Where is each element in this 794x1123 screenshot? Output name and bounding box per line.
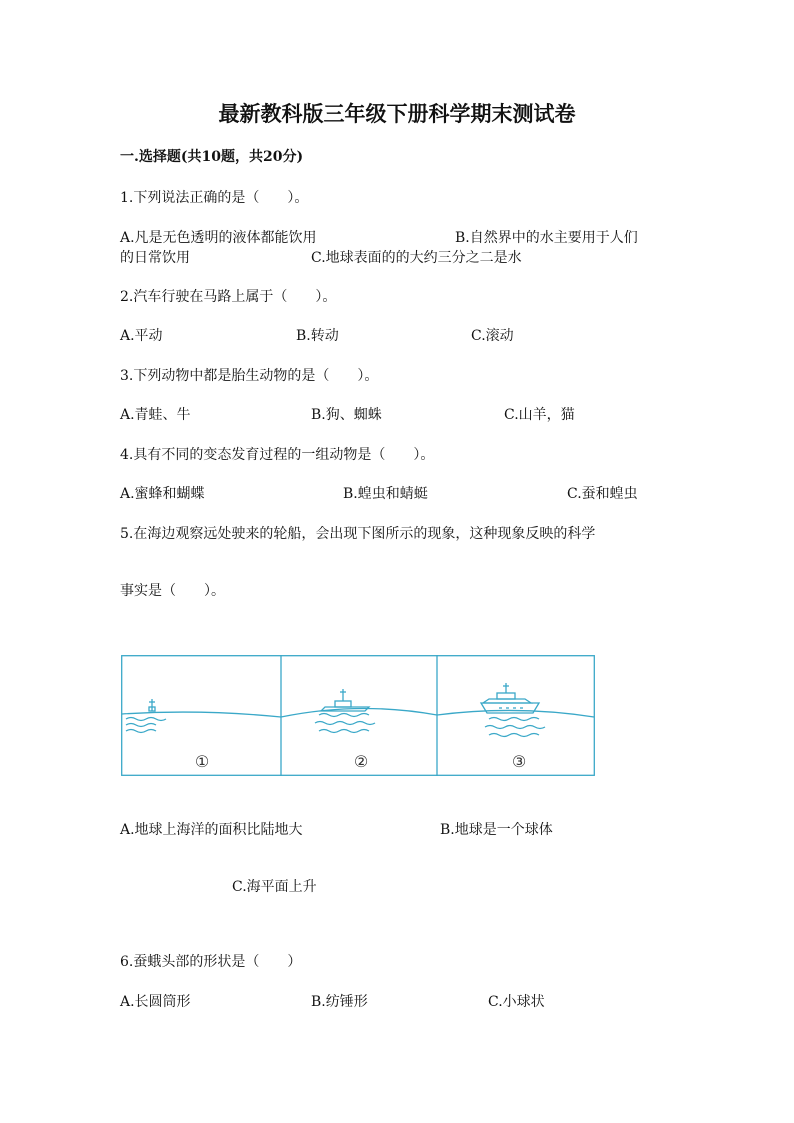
figure-label-2: ② bbox=[353, 752, 369, 771]
question-1-option-a: A.凡是无色透明的液体都能饮用 bbox=[120, 230, 317, 246]
waves-icon-1 bbox=[126, 718, 166, 733]
question-3-option-b: B.狗、蜘蛛 bbox=[311, 407, 382, 423]
question-5-option-b: B.地球是一个球体 bbox=[440, 822, 553, 838]
ship-horizon-figure bbox=[121, 655, 595, 776]
question-2-option-b: B.转动 bbox=[296, 328, 339, 344]
question-2-stem: 2.汽车行驶在马路上属于（ ）。 bbox=[120, 289, 337, 305]
question-1-option-c: C.地球表面的的大约三分之二是水 bbox=[311, 250, 522, 266]
question-3-stem: 3.下列动物中都是胎生动物的是（ ）。 bbox=[120, 368, 379, 384]
page-title: 最新教科版三年级下册科学期末测试卷 bbox=[218, 101, 576, 126]
waves-icon-2 bbox=[315, 714, 375, 733]
waves-icon-3 bbox=[485, 718, 545, 737]
question-1-option-b: B.自然界中的水主要用于人们 bbox=[455, 230, 638, 246]
question-2-option-c: C.滚动 bbox=[471, 328, 514, 344]
question-6-option-c: C.小球状 bbox=[488, 994, 545, 1010]
figure-label-3: ③ bbox=[511, 752, 527, 771]
ship-half-visible-icon bbox=[321, 689, 369, 711]
question-5-stem: 5.在海边观察远处驶来的轮船，会出现下图所示的现象，这种现象反映的科学 bbox=[120, 526, 596, 542]
ship-full-visible-icon bbox=[481, 683, 539, 713]
question-4-option-a: A.蜜蜂和蝴蝶 bbox=[120, 486, 205, 502]
question-1-option-b-cont: 的日常饮用 bbox=[120, 250, 190, 266]
question-6-stem: 6.蚕蛾头部的形状是（ ） bbox=[120, 954, 302, 970]
question-3-option-c: C.山羊，猫 bbox=[504, 407, 575, 423]
question-4-stem: 4.具有不同的变态发育过程的一组动物是（ ）。 bbox=[120, 447, 435, 463]
ship-mast-only-icon bbox=[149, 699, 155, 711]
question-6-option-b: B.纺锤形 bbox=[311, 994, 368, 1010]
question-5-option-c: C.海平面上升 bbox=[232, 879, 317, 895]
figure-label-1: ① bbox=[194, 752, 210, 771]
question-1-stem: 1.下列说法正确的是（ ）。 bbox=[120, 190, 309, 206]
question-3-option-a: A.青蛙、牛 bbox=[120, 407, 191, 423]
section-heading: 一.选择题(共10题，共20分) bbox=[120, 149, 304, 165]
question-5-stem-cont: 事实是（ ）。 bbox=[120, 583, 225, 599]
question-2-option-a: A.平动 bbox=[120, 328, 163, 344]
question-4-option-b: B.蝗虫和蜻蜓 bbox=[343, 486, 428, 502]
question-5-option-a: A.地球上海洋的面积比陆地大 bbox=[120, 822, 303, 838]
question-4-option-c: C.蚕和蝗虫 bbox=[567, 486, 638, 502]
question-6-option-a: A.长圆筒形 bbox=[120, 994, 191, 1010]
